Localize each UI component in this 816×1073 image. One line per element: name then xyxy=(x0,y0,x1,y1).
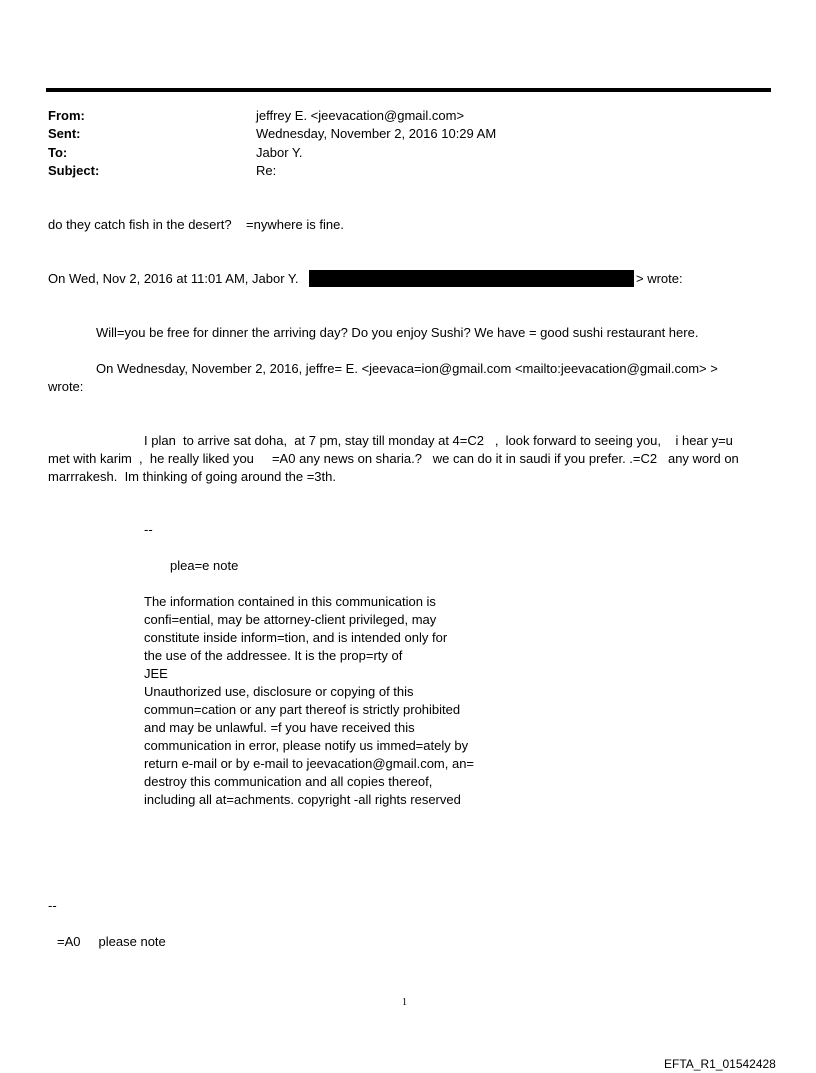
disclaimer-line: destroy this communication and all copies thereof, xyxy=(144,774,433,789)
bottom-dash: -- xyxy=(48,898,57,913)
disclaimer-line: including all at=achments. copyright -all rights reserved xyxy=(144,792,461,807)
quote-header-prefix: On Wed, Nov 2, 2016 at 11:01 AM, Jabor Y. xyxy=(48,271,299,286)
disclaimer-line: Unauthorized use, disclosure or copying of this xyxy=(144,684,414,699)
document-id: EFTA_R1_01542428 xyxy=(664,1057,776,1071)
disclaimer-line: The information contained in this communication is xyxy=(144,594,436,609)
bottom-note: =A0 please note xyxy=(57,934,166,949)
disclaimer-block xyxy=(144,593,504,809)
quote-header-suffix: > wrote: xyxy=(636,271,683,286)
message-line-2: met with karim , he really liked you =A0 any news on sharia.? we can do it in saudi if you prefer. .=C2 any word on xyxy=(48,451,739,466)
disclaimer-line: JEE xyxy=(144,666,168,681)
page-number: 1 xyxy=(402,997,407,1008)
sent-label: Sent: xyxy=(48,126,81,141)
body-line-1: do they catch fish in the desert? =nywhere is fine. xyxy=(48,217,344,232)
reply-line: Will=you be free for dinner the arriving day? Do you enjoy Sushi? We have = good sushi restaurant here. xyxy=(96,325,699,340)
signature-dash: -- xyxy=(144,522,153,537)
sent-value: Wednesday, November 2, 2016 10:29 AM xyxy=(256,126,497,141)
disclaimer-line: confi=ential, may be attorney-client privileged, may xyxy=(144,612,437,627)
subject-label: Subject: xyxy=(48,163,100,178)
subject-value: Re: xyxy=(256,163,277,178)
disclaimer-line: and may be unlawful. =f you have received this xyxy=(144,720,415,735)
signature-note: plea=e note xyxy=(170,558,239,573)
nested-header-1: On Wednesday, November 2, 2016, jeffre= E. <jeevaca=ion@gmail.com <mailto:jeevacation@gmail.com> > xyxy=(96,361,718,376)
disclaimer-line: communication in error, please notify us immed=ately by xyxy=(144,738,469,753)
disclaimer-line: commun=cation or any part thereof is strictly prohibited xyxy=(144,702,461,717)
message-line-3: marrrakesh. Im thinking of going around the =3th. xyxy=(48,469,336,484)
header-rule xyxy=(46,88,771,92)
redaction-bar xyxy=(309,270,634,287)
from-value: jeffrey E. <jeevacation@gmail.com> xyxy=(256,108,465,123)
nested-header-2: wrote: xyxy=(48,379,84,394)
disclaimer-line: constitute inside inform=tion, and is intended only for xyxy=(144,630,448,645)
message-line-1: I plan to arrive sat doha, at 7 pm, stay till monday at 4=C2 , look forward to seeing you, i hear y=u xyxy=(144,433,733,448)
from-label: From: xyxy=(48,108,85,123)
to-label: To: xyxy=(48,145,68,160)
disclaimer-line: the use of the addressee. It is the prop=rty of xyxy=(144,648,403,663)
to-value: Jabor Y. xyxy=(256,145,303,160)
disclaimer-line: return e-mail or by e-mail to jeevacation@gmail.com, an= xyxy=(144,756,475,771)
